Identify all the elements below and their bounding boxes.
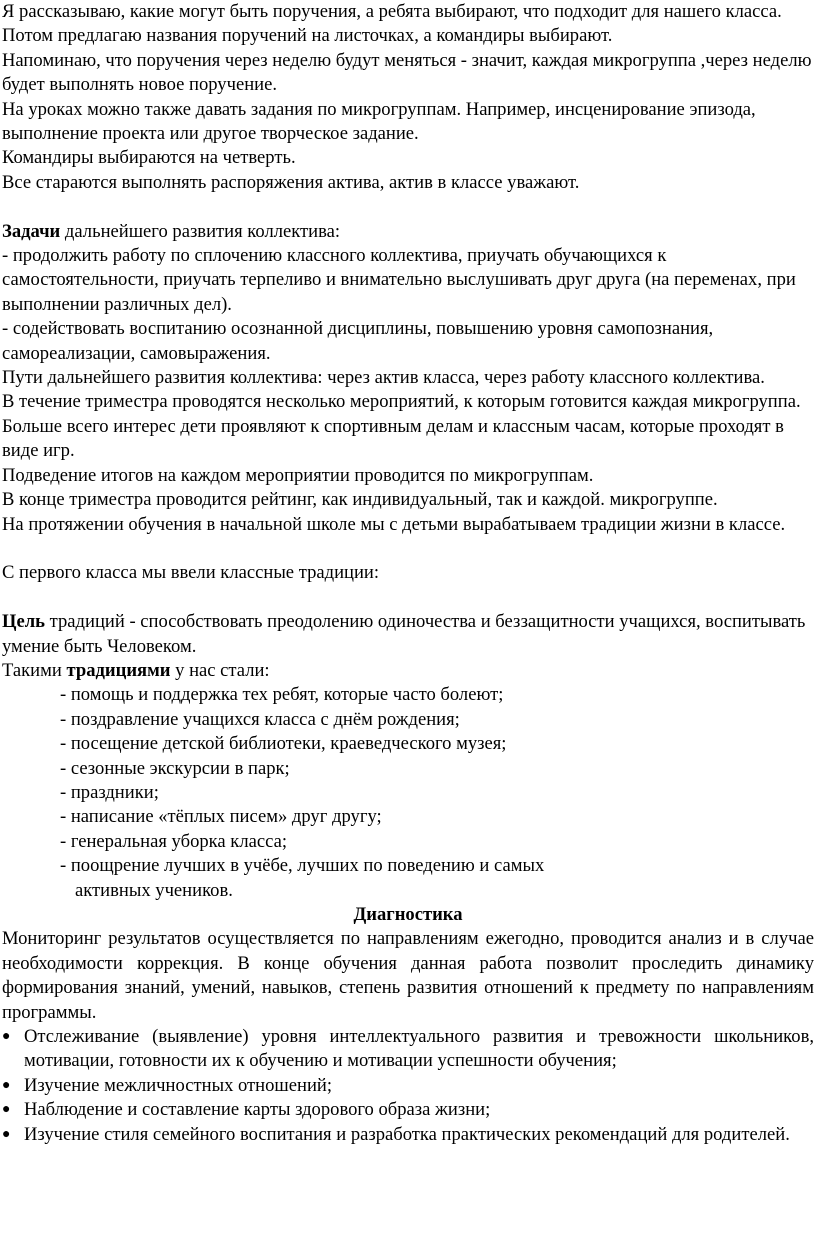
paragraph: На уроках можно также давать задания по микрогруппам. Например, инсценирование эпизода, выполнение проекта или другое творческое задание.: [2, 98, 756, 145]
goal-paragraph: [2, 610, 814, 659]
traditions-before: Такими: [2, 659, 67, 681]
list-item-continuation: активных учеников.: [75, 879, 233, 901]
traditions-intro: С первого класса мы ввели классные традиции:: [2, 562, 380, 584]
paragraph: Пути дальнейшего развития коллектива: через актив класса, через работу классного коллектива.: [2, 367, 765, 389]
list-item: - помощь и поддержка тех ребят, которые часто болеют;: [60, 684, 504, 706]
diagnostics-heading: Диагностика: [353, 903, 463, 925]
blank-line: [2, 586, 814, 610]
list-item: - посещение детской библиотеки, краеведческого музея;: [60, 733, 507, 755]
paragraph: - содействовать воспитанию осознанной дисциплины, повышению уровня самопознания, самореализации, самовыражения.: [2, 318, 714, 364]
list-item: - праздники;: [60, 781, 159, 803]
blank-line: [2, 537, 814, 561]
diagnostics-paragraph: Мониторинг результатов осуществляется по направлениям ежегодно, проводится анализ и в случае необходимости коррекция. В конце обучения данная работа позволит проследить динамику формирования знаний, умений, навыков, степень развития отношений к предмету по направлениям программы.: [2, 928, 814, 1023]
traditions-line: [2, 659, 814, 683]
bullet-item: [2, 1074, 814, 1098]
goal-label: Цель: [2, 611, 45, 633]
paragraph: Подведение итогов на каждом мероприятии проводится по микрогруппам.: [2, 464, 594, 486]
bullet-item: [2, 1025, 814, 1074]
bullet-text: Изучение стиля семейного воспитания и разработка практических рекомендаций для родителей.: [24, 1123, 790, 1145]
paragraph: В течение триместра проводятся несколько мероприятий, к которым готовится каждая микрогруппа. Больше всего интерес дети проявляют к спортивным делам и классным часам, которые проходят в виде игр.: [2, 391, 801, 462]
goal-rest: традиций - способствовать преодолению одиночества и беззащитности учащихся, воспитывать умение быть Человеком.: [2, 611, 806, 657]
bullet-icon: ●: [2, 1102, 11, 1118]
tasks-label: Задачи: [2, 220, 61, 242]
bullet-text: Изучение межличностных отношений;: [24, 1074, 333, 1096]
bullet-icon: ●: [2, 1077, 11, 1093]
bullet-item: [2, 1098, 814, 1122]
list-item: - поздравление учащихся класса с днём рождения;: [60, 708, 460, 730]
tasks-heading: [2, 220, 814, 244]
tasks-rest: дальнейшего развития коллектива:: [60, 220, 341, 242]
paragraph: Командиры выбираются на четверть.: [2, 147, 296, 169]
paragraph: В конце триместра проводится рейтинг, как индивидуальный, так и каждой. микрогруппе.: [2, 489, 718, 511]
bullet-text: Наблюдение и составление карты здорового образа жизни;: [24, 1099, 491, 1121]
list-item: - генеральная уборка класса;: [60, 830, 288, 852]
paragraph: - продолжить работу по сплочению классного коллектива, приучать обучающихся к самостоятельности, приучать терпеливо и внимательно выслушивать друг друга (на переменах, при выполнении различных дел).: [2, 245, 796, 315]
paragraph: Я рассказываю, какие могут быть поручения, а ребята выбирают, что подходит для нашего класса. Потом предлагаю названия поручений на листочках, а командиры выбирают.: [2, 1, 782, 47]
traditions-bold: традициями: [66, 659, 171, 681]
traditions-after: у нас стали:: [170, 659, 270, 681]
paragraph: Напоминаю, что поручения через неделю будут меняться - значит, каждая микрогруппа ,через неделю будет выполнять новое поручение.: [2, 49, 812, 96]
bullet-icon: ●: [2, 1029, 11, 1045]
blank-line: [2, 195, 814, 219]
list-item: - написание «тёплых писем» друг другу;: [60, 806, 382, 828]
bullet-item: [2, 1123, 814, 1147]
list-item: - поощрение лучших в учёбе, лучших по поведению и самых: [60, 855, 545, 877]
paragraph: На протяжении обучения в начальной школе мы с детьми вырабатываем традиции жизни в классе.: [2, 513, 786, 535]
bullet-icon: ●: [2, 1126, 11, 1142]
paragraph: Все стараются выполнять распоряжения актива, актив в классе уважают.: [2, 171, 580, 193]
traditions-list: [2, 683, 814, 903]
bullet-text: Отслеживание (выявление) уровня интеллектуального развития и тревожности школьников, мотивации, готовности их к обучению и мотивации успешности обучения;: [24, 1026, 814, 1072]
list-item: - сезонные экскурсии в парк;: [60, 757, 290, 779]
